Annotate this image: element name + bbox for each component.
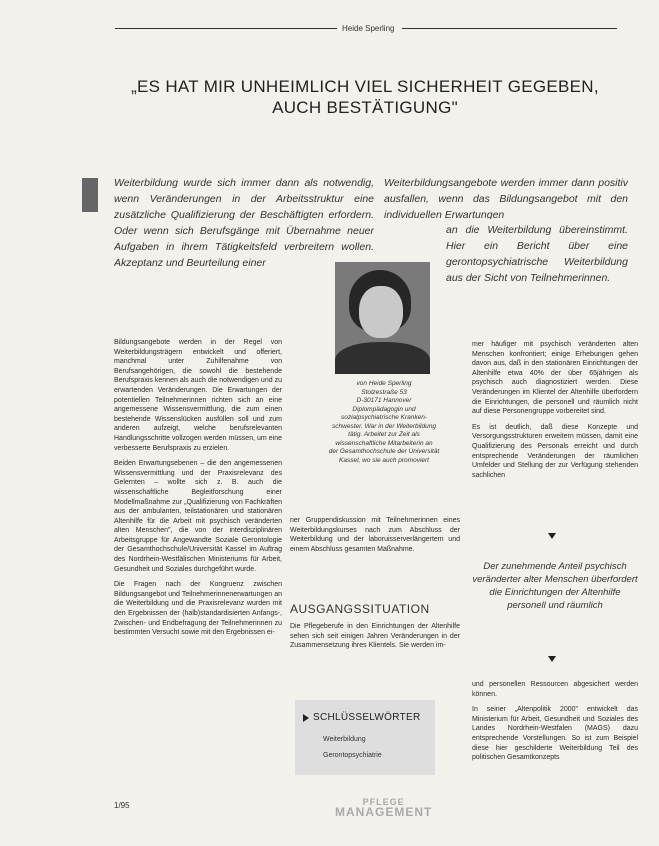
col1-paragraph-3: Die Fragen nach der Kongruenz zwischen Bildungsangebot und Teilnehmerinnenerwartungen an die Weiterbildung und die Praxisrelevanz wurden mit den Ergebnissen der (halb)standardisierten Anfangs-, Zwischen- und Endbefragung der Teilnehmerinnen zu bestimmten Versucht sowie mit den Ergebnissen ei- [114,581,282,637]
pull-quote: Der zunehmende Anteil psychisch veränderter alter Menschen überfordert die Einrichtungen der Altenhilfe personell und räumlich [472,561,638,611]
col2-paragraph-2: Die Pflegeberufe in den Einrichtungen der Altenhilfe sehen sich seit einigen Jahren Veränderungen in der Zusammensetzung ihres Klientels. Sie werden im- [290,623,460,650]
intro-right-top: Weiterbildungsangebote werden immer dann positiv ausfallen, wenn das Bildungsangebot mit den individuellen Erwartungen [384,177,628,219]
author-photo [335,262,430,374]
binder-mark [82,178,98,212]
column-3 [472,340,638,480]
keyword-item: Gerontopsychiatrie [323,752,382,759]
page-number: 1/95 [114,801,130,810]
magazine-logo [335,797,432,817]
triangle-marker-icon [548,656,556,662]
intro-left: Weiterbildung wurde sich immer dann als notwendig, wenn Veränderungen in der Arbeitsstruktur eine zusätzliche Qualifizierung der Beschäftigten erfordern. Oder wenn sich Berufsgänge mit Übernahme neuer Aufgaben in ihrem Tätigkeitsfeld verbreitern wollen. Akzeptanz und Beurteilung einer [114,177,374,269]
triangle-marker-icon [548,533,556,539]
keyword-item: Weiterbildung [323,736,366,743]
section-heading: AUSGANGSSITUATION [290,602,430,616]
col3-paragraph-4: In seiner „Altenpolitik 2000" entwickelt das Ministerium für Arbeit, Gesundheit und Soziales des Landes Nordrhein-Westfalen (MAGS) dazu entsprechende Vorstellungen. So ist zum Beispiel diese hier geschilderte Weiterbildung Teil des politischen Gesamtkonzepts [472,706,638,762]
header-rule-left [115,28,337,29]
header-rule-right [402,28,617,29]
author-caption: von Heide Sperling Stolzestraße 53 D-30171 Hannover Diplompädagogin und sozialpsychiatrische Kranken- schwester. War in der Weiterbildung tätig. Arbeitet zur Zeit als wissenschaftliche Mitarbeiterin an der Gesamthochschule der Universität Kassel, wo sie auch promoviert [328,380,440,464]
keywords-title: SCHLÜSSELWÖRTER [313,712,421,723]
col3-paragraph-3: und personellen Ressourcen abgesichert werden können. [472,681,638,698]
header-author: Heide Sperling [342,24,395,33]
col3-paragraph-2: Es ist deutlich, daß diese Konzepte und Versorgungsstrukturen erweitern müssen, damit eine Qualifizierung des Personals erreicht und durch entsprechende Veränderungen der räumlichen Umfelder und Stellung der zur Verfügung stehenden sachlichen [472,423,638,479]
col3-paragraph-1: mer häufiger mit psychisch veränderten alten Menschen konfrontiert; einige Erhebungen gehen davon aus, daß in den stationären Einrichtungen der Altenhilfe etwa 40% der über 65jährigen als psychisch auch diagnostiziert werden. Diese Veränderungen im Klientel der Altenhilfe überfordern die Einrichtungen, die personell und räumlich nicht auf diese Personengruppe vorbereitet sind. [472,341,638,416]
column-3-lower [472,680,638,763]
article-title [100,76,630,118]
col2-paragraph-1: ner Gruppendiskussion mit Teilnehmerinnen eines Weiterbildungskurses nach zum Abschluss der Weiterbildung und der laboruisserverlängertem und einem Abschluss gesamten Maßnahme. [290,517,460,553]
col1-paragraph-2: Beiden Erwartungsebenen – die den angemessenen Wissensvermittlung und der Praxisrelevanz des Gelernten – wollte sich z. B. auch die wissenschaftliche Begleitforschung einer Modellmaßnahme zur „Qualifizierung von Fachkräften aus der ambulanten, teilstationären und stationären Altenhilfe für die Arbeit mit psychisch veränderten alten Menschen", die von der interdisziplinären Arbeitsgruppe für Angewandte Soziale Gerontologie der Gesamthochschule/Universität Kassel im Auftrag des Nordrhein-Westfälischen Ministeriums für Arbeit, Gesundheit und Soziales durchgeführt wurde. [114,460,282,573]
column-1 [114,338,282,638]
logo-line-1: PFLEGE [362,797,405,807]
col1-paragraph-1: Bildungsangebote werden in der Regel von Weiterbildungsträgern entwickelt und offeriert, manchmal unter Zuhilfenahme von Berufsangehörigen, die sowohl die bestehende Berufspraxis kennen als auch die notwendigen und zu erwartenden Veränderungen. Die Erwartungen der potentiellen Teilnehmerinnen richten sich an eine angemessene Wissensvermittlung, die zum einen bestehende Wissenslücken ausfüllen soll und zum anderen aufzeigt, welche berufsrelevanten Handlungsschritte vollzogen werden müssen, um eine verbesserte Berufspraxis zu erzielen. [114,339,282,452]
intro-right-bottom: an die Weiterbildung übereinstimmt. Hier ein Bericht über eine gerontopsychiatrische Weiterbildung aus der Sicht von Teilnehmerinnen. [446,224,628,284]
title-line-1: „ES HAT MIR UNHEIMLICH VIEL SICHERHEIT GEGEBEN, [131,77,599,96]
arrow-right-icon [303,714,309,722]
keywords-box [295,700,435,775]
title-line-2: AUCH BESTÄTIGUNG" [272,98,458,117]
logo-line-2: MANAGEMENT [335,805,433,819]
